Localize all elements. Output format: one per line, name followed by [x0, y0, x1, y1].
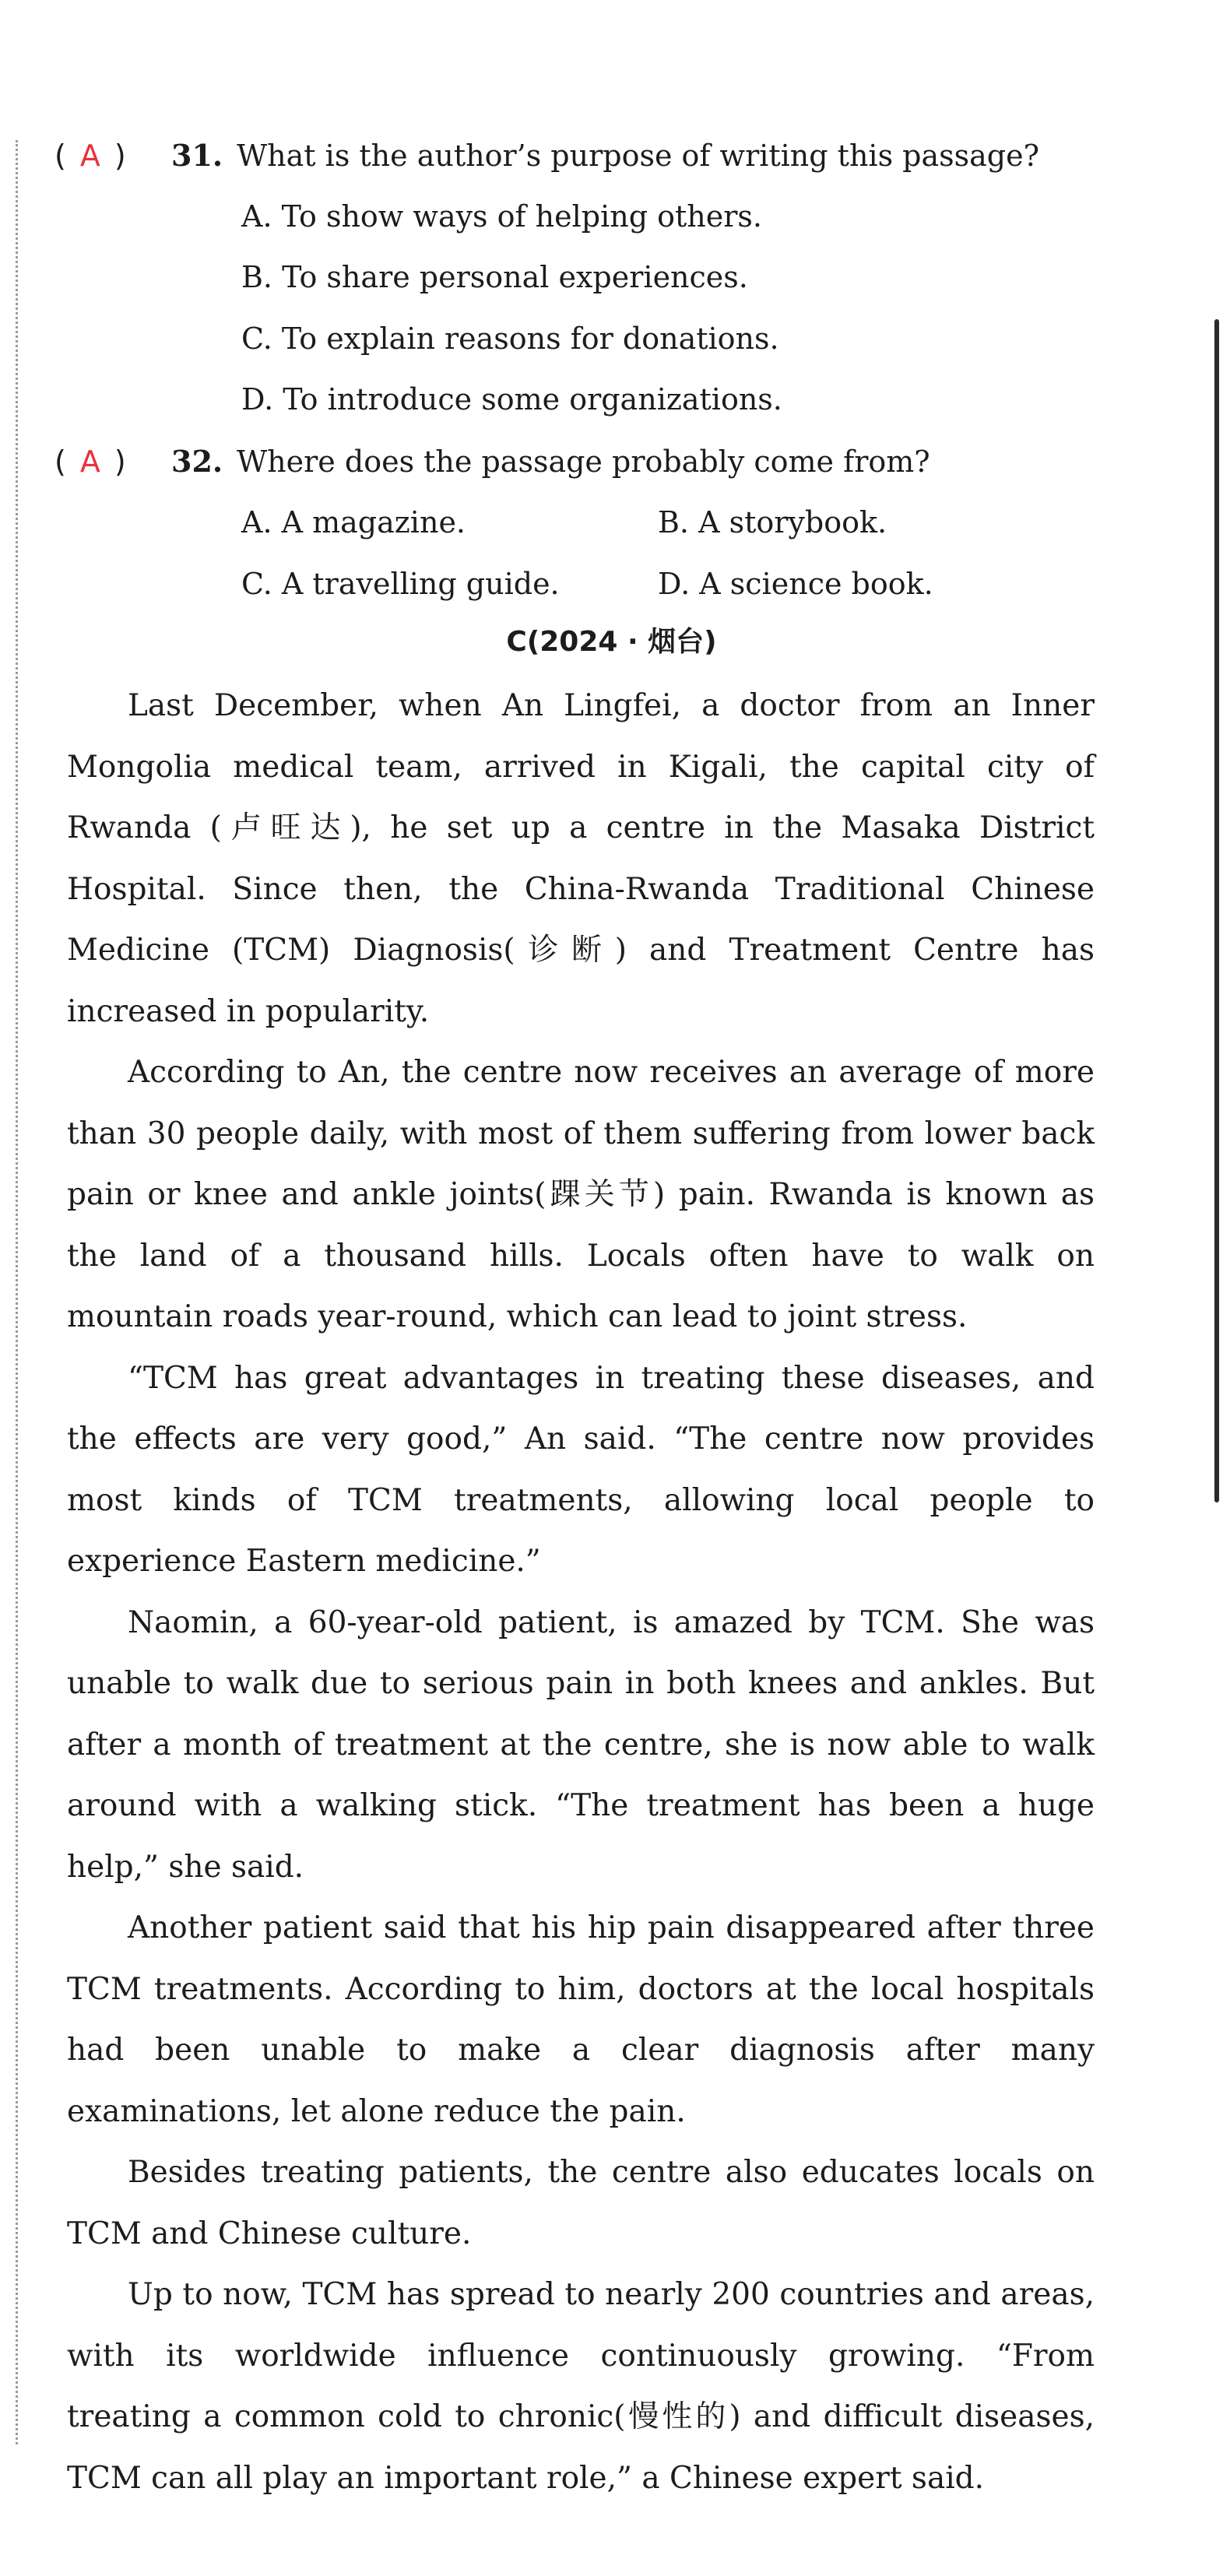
binding-margin-rule	[16, 140, 18, 2444]
question-31	[54, 128, 1039, 183]
option-31-d: D. To introduce some organizations.	[241, 382, 782, 416]
answer-box: ( A )	[54, 445, 126, 479]
option-32-a: A. A magazine.	[241, 505, 466, 539]
passage-paragraph: Another patient said that his hip pain disappeared after three TCM treatments. According to him, doctors at the local hospitals had been unable to make a clear diagnosis after many examinations, let alone reduce the pain.	[67, 1910, 1095, 2129]
answer-mark: A	[79, 445, 100, 479]
answer-box: ( A )	[54, 139, 126, 173]
option-31-c: C. To explain reasons for donations.	[241, 322, 779, 356]
passage-paragraph: Up to now, TCM has spread to nearly 200 countries and areas, with its worldwide influence continuously growing. “From treating a common cold to chronic(慢性的) and difficult diseases, TCM can all play an important role,” a Chinese expert said.	[67, 2277, 1095, 2496]
passage-paragraph: According to An, the centre now receives an average of more than 30 people daily, with most of them suffering from lower back pain or knee and ankle joints(踝关节) pain. Rwanda is known as the land of a thousand hills. Locals often have to walk on mountain roads year-round, which can lead to joint stress.	[67, 1055, 1095, 1334]
option-32-d: D. A science book.	[658, 567, 933, 601]
question-number: 31.	[171, 138, 223, 173]
option-31-b: B. To share personal experiences.	[241, 260, 748, 294]
passage-paragraph: Besides treating patients, the centre also educates locals on TCM and Chinese culture.	[67, 2155, 1095, 2251]
question-text: What is the author’s purpose of writing this passage?	[237, 139, 1039, 173]
option-32-c: C. A travelling guide.	[241, 567, 560, 601]
question-32	[54, 434, 930, 489]
question-text: Where does the passage probably come from?	[237, 445, 930, 479]
passage-paragraph: Last December, when An Lingfei, a doctor from an Inner Mongolia medical team, arrived in Kigali, the capital city of Rwanda (卢旺达), he set up a centre in the Masaka District Hospital. Since then, the China-Rwanda Traditional Chinese Medicine (TCM) Diagnosis(诊断) and Treatment Centre has increased in popularity.	[67, 688, 1095, 1029]
passage-paragraph: Naomin, a 60-year-old patient, is amazed by TCM. She was unable to walk due to serious pain in both knees and ankles. But after a month of treatment at the centre, she is now able to walk around with a walking stick. “The treatment has been a huge help,” she said.	[67, 1604, 1095, 1885]
passage-paragraph: “TCM has great advantages in treating these diseases, and the effects are very good,” An said. “The centre now provides most kinds of TCM treatments, allowing local people to experience Eastern medicine.”	[67, 1360, 1095, 1579]
scan-edge-mark	[1214, 319, 1219, 1502]
reading-passage	[67, 676, 1095, 2509]
section-heading: C(2024 · 烟台)	[506, 626, 717, 658]
answer-mark: A	[79, 139, 100, 173]
question-number: 32.	[171, 444, 223, 479]
option-32-b: B. A storybook.	[658, 505, 887, 539]
option-31-a: A. To show ways of helping others.	[241, 199, 762, 234]
